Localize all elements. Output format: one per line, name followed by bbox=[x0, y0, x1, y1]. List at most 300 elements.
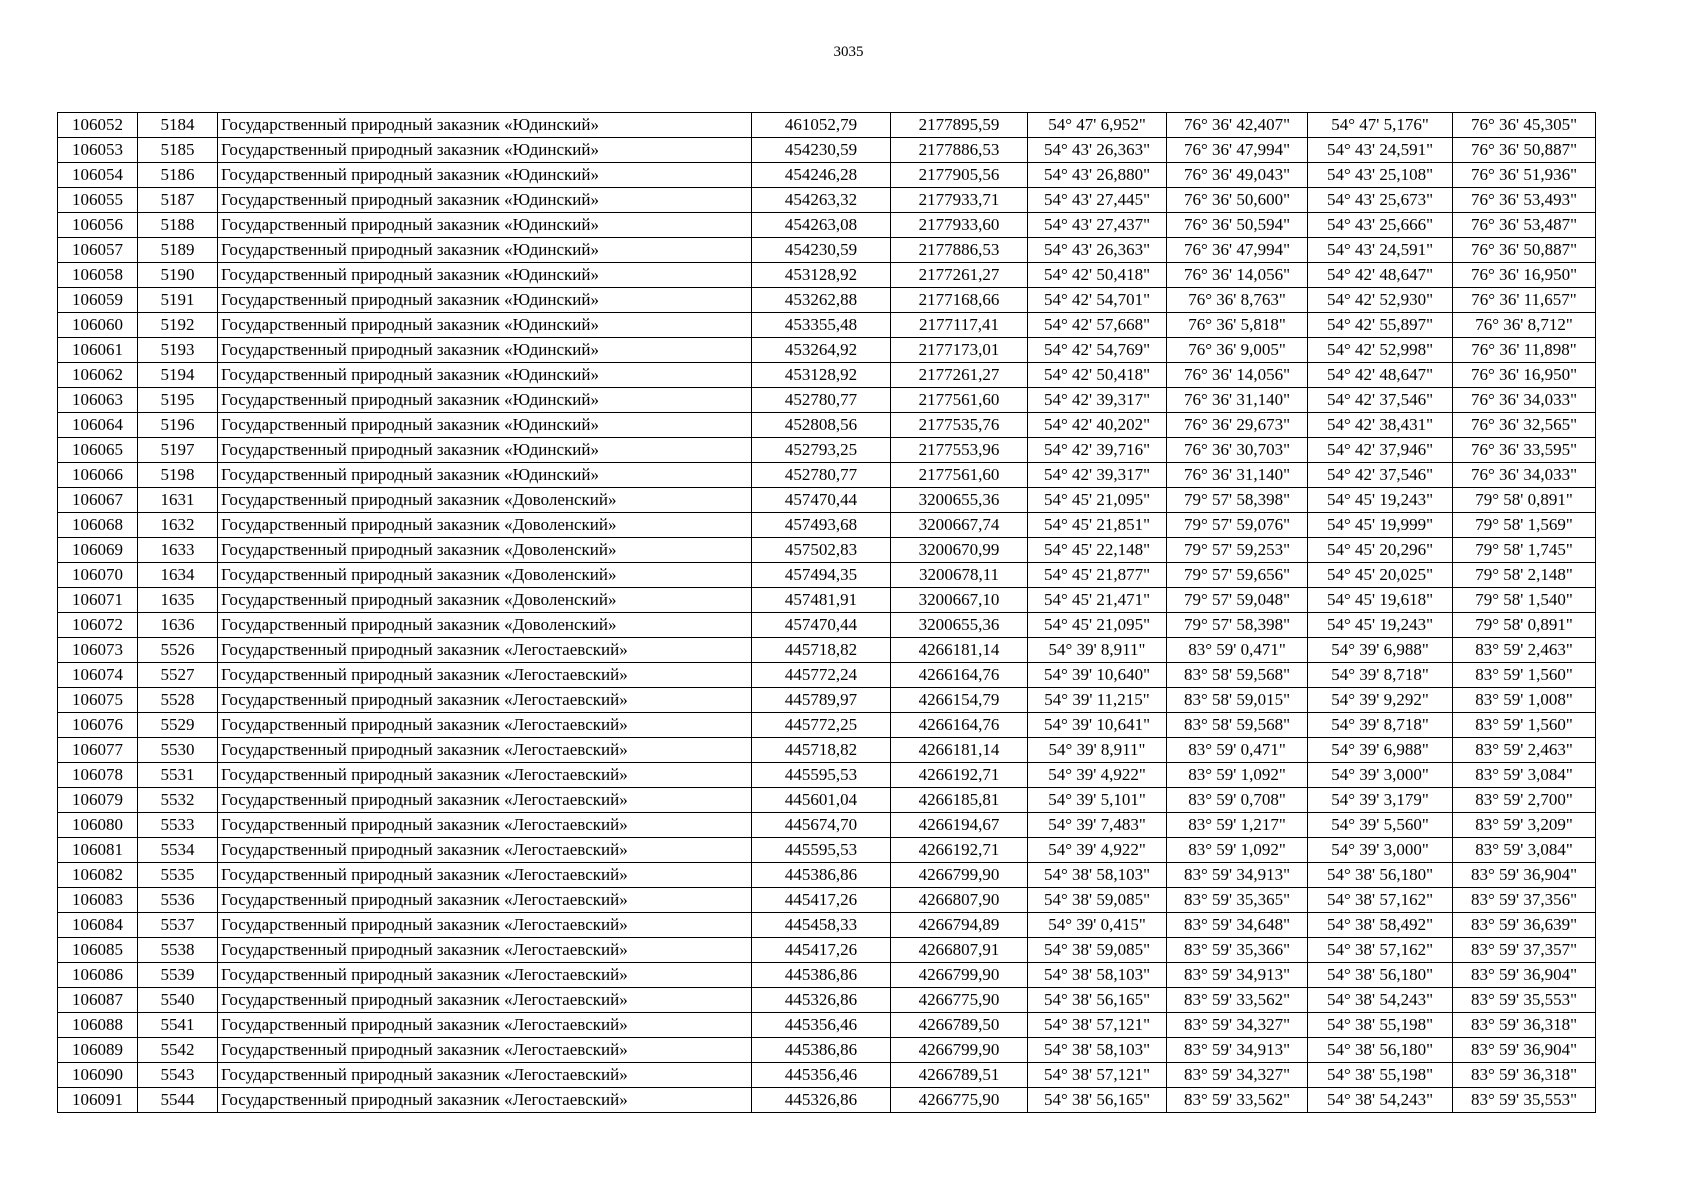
point-id-cell: 5194 bbox=[138, 363, 218, 388]
longitude-2-cell: 83° 59' 1,560" bbox=[1453, 713, 1596, 738]
longitude-2-cell: 76° 36' 11,898" bbox=[1453, 338, 1596, 363]
y-coordinate-cell: 2177535,76 bbox=[891, 413, 1028, 438]
latitude-2-cell: 54° 38' 54,243" bbox=[1308, 988, 1453, 1013]
latitude-1-cell: 54° 45' 21,877" bbox=[1028, 563, 1167, 588]
x-coordinate-cell: 457470,44 bbox=[752, 613, 891, 638]
point-id-cell: 5526 bbox=[138, 638, 218, 663]
row-number-cell: 106066 bbox=[58, 463, 138, 488]
y-coordinate-cell: 4266789,50 bbox=[891, 1013, 1028, 1038]
row-number-cell: 106067 bbox=[58, 488, 138, 513]
y-coordinate-cell: 3200655,36 bbox=[891, 613, 1028, 638]
latitude-2-cell: 54° 43' 25,108" bbox=[1308, 163, 1453, 188]
table-row bbox=[58, 538, 1596, 563]
row-number-cell: 106064 bbox=[58, 413, 138, 438]
point-id-cell: 5184 bbox=[138, 113, 218, 138]
row-number-cell: 106087 bbox=[58, 988, 138, 1013]
x-coordinate-cell: 445326,86 bbox=[752, 1088, 891, 1113]
y-coordinate-cell: 2177933,71 bbox=[891, 188, 1028, 213]
object-name-cell: Государственный природный заказник «Юдинский» bbox=[218, 313, 752, 338]
longitude-1-cell: 83° 59' 1,092" bbox=[1167, 838, 1308, 863]
latitude-1-cell: 54° 42' 50,418" bbox=[1028, 363, 1167, 388]
object-name-cell: Государственный природный заказник «Легостаевский» bbox=[218, 988, 752, 1013]
longitude-1-cell: 79° 57' 59,253" bbox=[1167, 538, 1308, 563]
longitude-1-cell: 83° 58' 59,568" bbox=[1167, 663, 1308, 688]
longitude-1-cell: 76° 36' 50,600" bbox=[1167, 188, 1308, 213]
longitude-2-cell: 76° 36' 51,936" bbox=[1453, 163, 1596, 188]
latitude-2-cell: 54° 39' 9,292" bbox=[1308, 688, 1453, 713]
longitude-1-cell: 83° 59' 0,471" bbox=[1167, 738, 1308, 763]
longitude-2-cell: 83° 59' 36,904" bbox=[1453, 1038, 1596, 1063]
row-number-cell: 106056 bbox=[58, 213, 138, 238]
latitude-2-cell: 54° 42' 37,946" bbox=[1308, 438, 1453, 463]
y-coordinate-cell: 2177261,27 bbox=[891, 363, 1028, 388]
y-coordinate-cell: 4266807,90 bbox=[891, 888, 1028, 913]
object-name-cell: Государственный природный заказник «Юдинский» bbox=[218, 238, 752, 263]
longitude-2-cell: 76° 36' 32,565" bbox=[1453, 413, 1596, 438]
table-row bbox=[58, 988, 1596, 1013]
x-coordinate-cell: 445417,26 bbox=[752, 938, 891, 963]
y-coordinate-cell: 2177261,27 bbox=[891, 263, 1028, 288]
latitude-1-cell: 54° 42' 54,701" bbox=[1028, 288, 1167, 313]
table-row bbox=[58, 963, 1596, 988]
latitude-1-cell: 54° 39' 8,911" bbox=[1028, 638, 1167, 663]
table-row bbox=[58, 163, 1596, 188]
longitude-2-cell: 79° 58' 1,569" bbox=[1453, 513, 1596, 538]
object-name-cell: Государственный природный заказник «Легостаевский» bbox=[218, 638, 752, 663]
table-row bbox=[58, 938, 1596, 963]
y-coordinate-cell: 3200670,99 bbox=[891, 538, 1028, 563]
longitude-2-cell: 83° 59' 2,463" bbox=[1453, 738, 1596, 763]
latitude-1-cell: 54° 38' 57,121" bbox=[1028, 1063, 1167, 1088]
object-name-cell: Государственный природный заказник «Доволенский» bbox=[218, 563, 752, 588]
object-name-cell: Государственный природный заказник «Юдинский» bbox=[218, 388, 752, 413]
y-coordinate-cell: 4266807,91 bbox=[891, 938, 1028, 963]
longitude-2-cell: 79° 58' 1,745" bbox=[1453, 538, 1596, 563]
latitude-2-cell: 54° 38' 56,180" bbox=[1308, 863, 1453, 888]
point-id-cell: 5528 bbox=[138, 688, 218, 713]
point-id-cell: 5529 bbox=[138, 713, 218, 738]
y-coordinate-cell: 2177561,60 bbox=[891, 388, 1028, 413]
point-id-cell: 5530 bbox=[138, 738, 218, 763]
y-coordinate-cell: 4266799,90 bbox=[891, 1038, 1028, 1063]
latitude-1-cell: 54° 45' 21,095" bbox=[1028, 613, 1167, 638]
x-coordinate-cell: 445356,46 bbox=[752, 1063, 891, 1088]
latitude-1-cell: 54° 43' 27,437" bbox=[1028, 213, 1167, 238]
table-row bbox=[58, 338, 1596, 363]
table-row bbox=[58, 588, 1596, 613]
latitude-1-cell: 54° 39' 0,415" bbox=[1028, 913, 1167, 938]
longitude-2-cell: 83° 59' 2,463" bbox=[1453, 638, 1596, 663]
table-row bbox=[58, 913, 1596, 938]
table-row bbox=[58, 288, 1596, 313]
point-id-cell: 5192 bbox=[138, 313, 218, 338]
x-coordinate-cell: 445674,70 bbox=[752, 813, 891, 838]
latitude-1-cell: 54° 42' 54,769" bbox=[1028, 338, 1167, 363]
longitude-1-cell: 76° 36' 9,005" bbox=[1167, 338, 1308, 363]
longitude-2-cell: 76° 36' 50,887" bbox=[1453, 138, 1596, 163]
object-name-cell: Государственный природный заказник «Легостаевский» bbox=[218, 813, 752, 838]
longitude-1-cell: 83° 59' 34,327" bbox=[1167, 1063, 1308, 1088]
y-coordinate-cell: 3200678,11 bbox=[891, 563, 1028, 588]
y-coordinate-cell: 4266185,81 bbox=[891, 788, 1028, 813]
latitude-1-cell: 54° 38' 58,103" bbox=[1028, 863, 1167, 888]
latitude-2-cell: 54° 38' 55,198" bbox=[1308, 1013, 1453, 1038]
object-name-cell: Государственный природный заказник «Легостаевский» bbox=[218, 888, 752, 913]
latitude-1-cell: 54° 42' 50,418" bbox=[1028, 263, 1167, 288]
longitude-2-cell: 83° 59' 35,553" bbox=[1453, 988, 1596, 1013]
x-coordinate-cell: 445326,86 bbox=[752, 988, 891, 1013]
x-coordinate-cell: 453262,88 bbox=[752, 288, 891, 313]
latitude-2-cell: 54° 43' 25,666" bbox=[1308, 213, 1453, 238]
longitude-1-cell: 83° 59' 35,365" bbox=[1167, 888, 1308, 913]
y-coordinate-cell: 3200655,36 bbox=[891, 488, 1028, 513]
longitude-1-cell: 83° 59' 35,366" bbox=[1167, 938, 1308, 963]
table-row bbox=[58, 438, 1596, 463]
x-coordinate-cell: 454263,08 bbox=[752, 213, 891, 238]
row-number-cell: 106071 bbox=[58, 588, 138, 613]
longitude-1-cell: 83° 59' 34,913" bbox=[1167, 863, 1308, 888]
row-number-cell: 106072 bbox=[58, 613, 138, 638]
latitude-1-cell: 54° 42' 57,668" bbox=[1028, 313, 1167, 338]
y-coordinate-cell: 4266164,76 bbox=[891, 663, 1028, 688]
table-row bbox=[58, 838, 1596, 863]
longitude-2-cell: 76° 36' 53,487" bbox=[1453, 213, 1596, 238]
row-number-cell: 106090 bbox=[58, 1063, 138, 1088]
row-number-cell: 106061 bbox=[58, 338, 138, 363]
object-name-cell: Государственный природный заказник «Легостаевский» bbox=[218, 1063, 752, 1088]
row-number-cell: 106086 bbox=[58, 963, 138, 988]
latitude-1-cell: 54° 39' 4,922" bbox=[1028, 838, 1167, 863]
longitude-1-cell: 76° 36' 30,703" bbox=[1167, 438, 1308, 463]
table-row bbox=[58, 113, 1596, 138]
x-coordinate-cell: 457481,91 bbox=[752, 588, 891, 613]
object-name-cell: Государственный природный заказник «Легостаевский» bbox=[218, 1088, 752, 1113]
x-coordinate-cell: 445718,82 bbox=[752, 738, 891, 763]
longitude-2-cell: 83° 59' 36,318" bbox=[1453, 1013, 1596, 1038]
y-coordinate-cell: 2177173,01 bbox=[891, 338, 1028, 363]
x-coordinate-cell: 445595,53 bbox=[752, 763, 891, 788]
object-name-cell: Государственный природный заказник «Юдинский» bbox=[218, 263, 752, 288]
point-id-cell: 1635 bbox=[138, 588, 218, 613]
object-name-cell: Государственный природный заказник «Юдинский» bbox=[218, 163, 752, 188]
table-row bbox=[58, 138, 1596, 163]
point-id-cell: 5538 bbox=[138, 938, 218, 963]
latitude-2-cell: 54° 45' 19,243" bbox=[1308, 488, 1453, 513]
longitude-1-cell: 83° 59' 33,562" bbox=[1167, 1088, 1308, 1113]
latitude-2-cell: 54° 42' 37,546" bbox=[1308, 388, 1453, 413]
object-name-cell: Государственный природный заказник «Легостаевский» bbox=[218, 663, 752, 688]
longitude-1-cell: 83° 59' 33,562" bbox=[1167, 988, 1308, 1013]
table-row bbox=[58, 713, 1596, 738]
table-row bbox=[58, 388, 1596, 413]
page-number: 3035 bbox=[833, 44, 864, 60]
x-coordinate-cell: 457502,83 bbox=[752, 538, 891, 563]
latitude-2-cell: 54° 47' 5,176" bbox=[1308, 113, 1453, 138]
y-coordinate-cell: 4266154,79 bbox=[891, 688, 1028, 713]
table-row bbox=[58, 188, 1596, 213]
longitude-1-cell: 76° 36' 49,043" bbox=[1167, 163, 1308, 188]
point-id-cell: 1631 bbox=[138, 488, 218, 513]
table-row bbox=[58, 763, 1596, 788]
point-id-cell: 5535 bbox=[138, 863, 218, 888]
longitude-1-cell: 76° 36' 31,140" bbox=[1167, 388, 1308, 413]
table-row bbox=[58, 638, 1596, 663]
latitude-2-cell: 54° 39' 3,000" bbox=[1308, 838, 1453, 863]
longitude-1-cell: 83° 58' 59,568" bbox=[1167, 713, 1308, 738]
row-number-cell: 106080 bbox=[58, 813, 138, 838]
coordinates-table bbox=[57, 112, 1596, 1113]
latitude-1-cell: 54° 45' 21,471" bbox=[1028, 588, 1167, 613]
table-row bbox=[58, 213, 1596, 238]
row-number-cell: 106081 bbox=[58, 838, 138, 863]
latitude-2-cell: 54° 39' 8,718" bbox=[1308, 663, 1453, 688]
object-name-cell: Государственный природный заказник «Доволенский» bbox=[218, 488, 752, 513]
latitude-2-cell: 54° 42' 38,431" bbox=[1308, 413, 1453, 438]
row-number-cell: 106063 bbox=[58, 388, 138, 413]
y-coordinate-cell: 4266181,14 bbox=[891, 638, 1028, 663]
point-id-cell: 5537 bbox=[138, 913, 218, 938]
object-name-cell: Государственный природный заказник «Легостаевский» bbox=[218, 838, 752, 863]
object-name-cell: Государственный природный заказник «Доволенский» bbox=[218, 613, 752, 638]
longitude-2-cell: 76° 36' 34,033" bbox=[1453, 388, 1596, 413]
row-number-cell: 106078 bbox=[58, 763, 138, 788]
longitude-2-cell: 76° 36' 50,887" bbox=[1453, 238, 1596, 263]
latitude-1-cell: 54° 39' 8,911" bbox=[1028, 738, 1167, 763]
row-number-cell: 106074 bbox=[58, 663, 138, 688]
row-number-cell: 106076 bbox=[58, 713, 138, 738]
table-row bbox=[58, 813, 1596, 838]
y-coordinate-cell: 2177168,66 bbox=[891, 288, 1028, 313]
longitude-2-cell: 83° 59' 3,084" bbox=[1453, 838, 1596, 863]
row-number-cell: 106084 bbox=[58, 913, 138, 938]
latitude-2-cell: 54° 39' 3,000" bbox=[1308, 763, 1453, 788]
y-coordinate-cell: 2177561,60 bbox=[891, 463, 1028, 488]
longitude-2-cell: 76° 36' 8,712" bbox=[1453, 313, 1596, 338]
longitude-1-cell: 79° 57' 59,048" bbox=[1167, 588, 1308, 613]
latitude-1-cell: 54° 38' 57,121" bbox=[1028, 1013, 1167, 1038]
latitude-2-cell: 54° 42' 52,930" bbox=[1308, 288, 1453, 313]
latitude-2-cell: 54° 38' 56,180" bbox=[1308, 963, 1453, 988]
y-coordinate-cell: 2177886,53 bbox=[891, 138, 1028, 163]
row-number-cell: 106073 bbox=[58, 638, 138, 663]
table-row bbox=[58, 313, 1596, 338]
x-coordinate-cell: 445356,46 bbox=[752, 1013, 891, 1038]
y-coordinate-cell: 3200667,10 bbox=[891, 588, 1028, 613]
longitude-2-cell: 79° 58' 0,891" bbox=[1453, 488, 1596, 513]
latitude-1-cell: 54° 38' 58,103" bbox=[1028, 1038, 1167, 1063]
row-number-cell: 106085 bbox=[58, 938, 138, 963]
longitude-1-cell: 83° 59' 34,327" bbox=[1167, 1013, 1308, 1038]
longitude-2-cell: 79° 58' 0,891" bbox=[1453, 613, 1596, 638]
object-name-cell: Государственный природный заказник «Юдинский» bbox=[218, 213, 752, 238]
table-row bbox=[58, 1063, 1596, 1088]
longitude-2-cell: 83° 59' 3,209" bbox=[1453, 813, 1596, 838]
point-id-cell: 5193 bbox=[138, 338, 218, 363]
x-coordinate-cell: 453264,92 bbox=[752, 338, 891, 363]
latitude-1-cell: 54° 42' 40,202" bbox=[1028, 413, 1167, 438]
y-coordinate-cell: 4266794,89 bbox=[891, 913, 1028, 938]
point-id-cell: 5195 bbox=[138, 388, 218, 413]
table-row bbox=[58, 238, 1596, 263]
longitude-1-cell: 83° 59' 34,913" bbox=[1167, 963, 1308, 988]
x-coordinate-cell: 454230,59 bbox=[752, 138, 891, 163]
longitude-2-cell: 83° 59' 35,553" bbox=[1453, 1088, 1596, 1113]
x-coordinate-cell: 445417,26 bbox=[752, 888, 891, 913]
row-number-cell: 106054 bbox=[58, 163, 138, 188]
point-id-cell: 5539 bbox=[138, 963, 218, 988]
latitude-2-cell: 54° 38' 58,492" bbox=[1308, 913, 1453, 938]
row-number-cell: 106062 bbox=[58, 363, 138, 388]
object-name-cell: Государственный природный заказник «Юдинский» bbox=[218, 363, 752, 388]
y-coordinate-cell: 2177905,56 bbox=[891, 163, 1028, 188]
point-id-cell: 5541 bbox=[138, 1013, 218, 1038]
y-coordinate-cell: 4266789,51 bbox=[891, 1063, 1028, 1088]
row-number-cell: 106065 bbox=[58, 438, 138, 463]
latitude-2-cell: 54° 39' 6,988" bbox=[1308, 738, 1453, 763]
latitude-2-cell: 54° 45' 20,296" bbox=[1308, 538, 1453, 563]
latitude-1-cell: 54° 39' 10,640" bbox=[1028, 663, 1167, 688]
row-number-cell: 106075 bbox=[58, 688, 138, 713]
x-coordinate-cell: 445601,04 bbox=[752, 788, 891, 813]
latitude-1-cell: 54° 45' 21,095" bbox=[1028, 488, 1167, 513]
object-name-cell: Государственный природный заказник «Легостаевский» bbox=[218, 938, 752, 963]
x-coordinate-cell: 452780,77 bbox=[752, 463, 891, 488]
table-row bbox=[58, 888, 1596, 913]
longitude-2-cell: 83° 59' 37,357" bbox=[1453, 938, 1596, 963]
point-id-cell: 5534 bbox=[138, 838, 218, 863]
table-row bbox=[58, 738, 1596, 763]
table-body bbox=[58, 113, 1596, 1113]
latitude-2-cell: 54° 42' 48,647" bbox=[1308, 263, 1453, 288]
longitude-1-cell: 76° 36' 8,763" bbox=[1167, 288, 1308, 313]
latitude-1-cell: 54° 38' 56,165" bbox=[1028, 1088, 1167, 1113]
longitude-1-cell: 79° 57' 58,398" bbox=[1167, 488, 1308, 513]
latitude-1-cell: 54° 38' 59,085" bbox=[1028, 938, 1167, 963]
table-row bbox=[58, 1088, 1596, 1113]
latitude-2-cell: 54° 38' 57,162" bbox=[1308, 888, 1453, 913]
latitude-2-cell: 54° 38' 57,162" bbox=[1308, 938, 1453, 963]
table-row bbox=[58, 263, 1596, 288]
latitude-1-cell: 54° 45' 21,851" bbox=[1028, 513, 1167, 538]
x-coordinate-cell: 445718,82 bbox=[752, 638, 891, 663]
longitude-1-cell: 76° 36' 31,140" bbox=[1167, 463, 1308, 488]
y-coordinate-cell: 2177117,41 bbox=[891, 313, 1028, 338]
row-number-cell: 106091 bbox=[58, 1088, 138, 1113]
y-coordinate-cell: 2177895,59 bbox=[891, 113, 1028, 138]
latitude-1-cell: 54° 39' 11,215" bbox=[1028, 688, 1167, 713]
row-number-cell: 106089 bbox=[58, 1038, 138, 1063]
latitude-1-cell: 54° 43' 27,445" bbox=[1028, 188, 1167, 213]
point-id-cell: 5527 bbox=[138, 663, 218, 688]
table-row bbox=[58, 663, 1596, 688]
longitude-2-cell: 83° 59' 36,904" bbox=[1453, 963, 1596, 988]
longitude-1-cell: 83° 59' 34,913" bbox=[1167, 1038, 1308, 1063]
longitude-2-cell: 76° 36' 16,950" bbox=[1453, 263, 1596, 288]
row-number-cell: 106059 bbox=[58, 288, 138, 313]
table-row bbox=[58, 563, 1596, 588]
latitude-1-cell: 54° 42' 39,317" bbox=[1028, 388, 1167, 413]
x-coordinate-cell: 454246,28 bbox=[752, 163, 891, 188]
row-number-cell: 106068 bbox=[58, 513, 138, 538]
latitude-1-cell: 54° 38' 56,165" bbox=[1028, 988, 1167, 1013]
latitude-2-cell: 54° 42' 52,998" bbox=[1308, 338, 1453, 363]
row-number-cell: 106055 bbox=[58, 188, 138, 213]
x-coordinate-cell: 453355,48 bbox=[752, 313, 891, 338]
point-id-cell: 5543 bbox=[138, 1063, 218, 1088]
latitude-2-cell: 54° 39' 5,560" bbox=[1308, 813, 1453, 838]
point-id-cell: 5542 bbox=[138, 1038, 218, 1063]
y-coordinate-cell: 4266775,90 bbox=[891, 988, 1028, 1013]
object-name-cell: Государственный природный заказник «Доволенский» bbox=[218, 588, 752, 613]
x-coordinate-cell: 453128,92 bbox=[752, 263, 891, 288]
point-id-cell: 1636 bbox=[138, 613, 218, 638]
longitude-2-cell: 76° 36' 16,950" bbox=[1453, 363, 1596, 388]
longitude-2-cell: 83° 59' 1,008" bbox=[1453, 688, 1596, 713]
row-number-cell: 106052 bbox=[58, 113, 138, 138]
latitude-1-cell: 54° 39' 5,101" bbox=[1028, 788, 1167, 813]
object-name-cell: Государственный природный заказник «Юдинский» bbox=[218, 438, 752, 463]
row-number-cell: 106070 bbox=[58, 563, 138, 588]
point-id-cell: 5531 bbox=[138, 763, 218, 788]
x-coordinate-cell: 445595,53 bbox=[752, 838, 891, 863]
point-id-cell: 5191 bbox=[138, 288, 218, 313]
table-row bbox=[58, 513, 1596, 538]
latitude-1-cell: 54° 39' 4,922" bbox=[1028, 763, 1167, 788]
x-coordinate-cell: 445772,25 bbox=[752, 713, 891, 738]
object-name-cell: Государственный природный заказник «Доволенский» bbox=[218, 513, 752, 538]
y-coordinate-cell: 4266799,90 bbox=[891, 963, 1028, 988]
latitude-2-cell: 54° 39' 6,988" bbox=[1308, 638, 1453, 663]
x-coordinate-cell: 452808,56 bbox=[752, 413, 891, 438]
point-id-cell: 5196 bbox=[138, 413, 218, 438]
longitude-2-cell: 76° 36' 33,595" bbox=[1453, 438, 1596, 463]
table-row bbox=[58, 463, 1596, 488]
longitude-2-cell: 76° 36' 53,493" bbox=[1453, 188, 1596, 213]
longitude-1-cell: 79° 57' 59,076" bbox=[1167, 513, 1308, 538]
longitude-1-cell: 83° 59' 1,092" bbox=[1167, 763, 1308, 788]
row-number-cell: 106077 bbox=[58, 738, 138, 763]
longitude-1-cell: 79° 57' 58,398" bbox=[1167, 613, 1308, 638]
y-coordinate-cell: 4266194,67 bbox=[891, 813, 1028, 838]
x-coordinate-cell: 452793,25 bbox=[752, 438, 891, 463]
y-coordinate-cell: 4266192,71 bbox=[891, 838, 1028, 863]
x-coordinate-cell: 445789,97 bbox=[752, 688, 891, 713]
x-coordinate-cell: 461052,79 bbox=[752, 113, 891, 138]
longitude-1-cell: 76° 36' 14,056" bbox=[1167, 263, 1308, 288]
x-coordinate-cell: 452780,77 bbox=[752, 388, 891, 413]
y-coordinate-cell: 2177933,60 bbox=[891, 213, 1028, 238]
object-name-cell: Государственный природный заказник «Легостаевский» bbox=[218, 963, 752, 988]
latitude-2-cell: 54° 45' 20,025" bbox=[1308, 563, 1453, 588]
y-coordinate-cell: 4266799,90 bbox=[891, 863, 1028, 888]
y-coordinate-cell: 3200667,74 bbox=[891, 513, 1028, 538]
x-coordinate-cell: 445386,86 bbox=[752, 1038, 891, 1063]
latitude-1-cell: 54° 43' 26,363" bbox=[1028, 238, 1167, 263]
longitude-1-cell: 76° 36' 14,056" bbox=[1167, 363, 1308, 388]
latitude-2-cell: 54° 43' 24,591" bbox=[1308, 138, 1453, 163]
latitude-2-cell: 54° 43' 25,673" bbox=[1308, 188, 1453, 213]
y-coordinate-cell: 4266775,90 bbox=[891, 1088, 1028, 1113]
latitude-2-cell: 54° 38' 54,243" bbox=[1308, 1088, 1453, 1113]
longitude-1-cell: 83° 59' 1,217" bbox=[1167, 813, 1308, 838]
point-id-cell: 5544 bbox=[138, 1088, 218, 1113]
longitude-2-cell: 83° 59' 3,084" bbox=[1453, 763, 1596, 788]
longitude-2-cell: 83° 59' 2,700" bbox=[1453, 788, 1596, 813]
object-name-cell: Государственный природный заказник «Легостаевский» bbox=[218, 1038, 752, 1063]
x-coordinate-cell: 445386,86 bbox=[752, 863, 891, 888]
x-coordinate-cell: 454263,32 bbox=[752, 188, 891, 213]
point-id-cell: 1633 bbox=[138, 538, 218, 563]
